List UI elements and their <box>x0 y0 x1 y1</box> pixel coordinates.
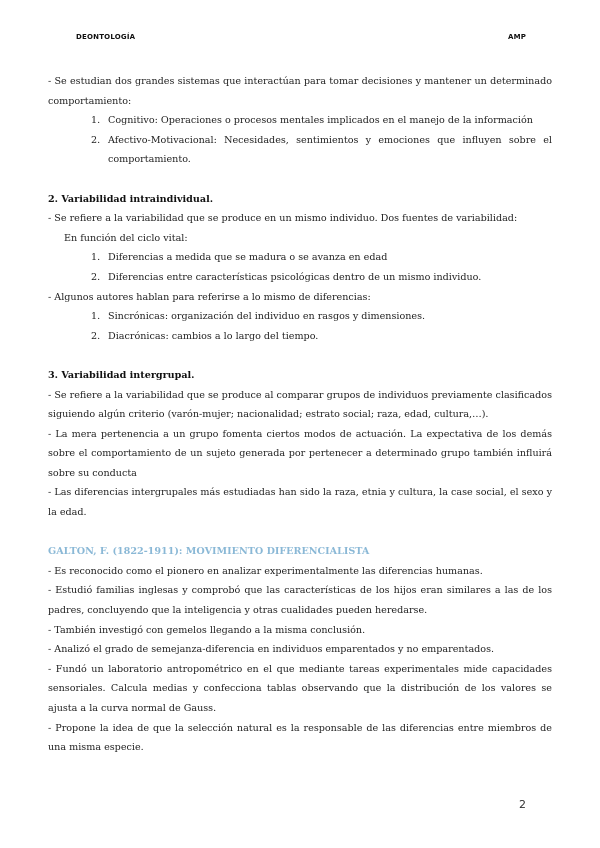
galton-paragraph: - Es reconocido como el pionero en analizar experimentalmente las diferencias humanas. <box>48 565 483 577</box>
galton-paragraph: - También investigó con gemelos llegando a la misma conclusión. <box>48 624 366 636</box>
list-item: 1. Diferencias a medida que se madura o se avanza en edad <box>91 252 388 264</box>
section-2-list-2 <box>48 307 552 346</box>
list-item: 2. Afectivo-Motivacional: Necesidades, sentimientos y emociones que influyen sobre el comportamiento. <box>91 134 552 166</box>
section-2-list-1 <box>48 248 552 287</box>
list-item: 2. Diferencias entre características psicológicas dentro de un mismo individuo. <box>91 271 482 283</box>
section-2-heading: 2. Variabilidad intraindividual. <box>48 193 214 205</box>
list-item: 2. Diacrónicas: cambios a lo largo del tiempo. <box>91 330 319 342</box>
galton-paragraph: - Analizó el grado de semejanza-diferencia en individuos emparentados y no emparentados. <box>48 644 495 656</box>
list-item: 1. Cognitivo: Operaciones o procesos mentales implicados en el manejo de la información <box>91 115 533 127</box>
galton-paragraph: - Propone la idea de que la selección natural es la responsable de las diferencias entre miembros de una misma especie. <box>48 722 552 754</box>
section-3-heading: 3. Variabilidad intergrupal. <box>48 369 195 381</box>
section-2-line: - Se refiere a la variabilidad que se produce en un mismo individuo. Dos fuentes de variabilidad: <box>48 213 518 225</box>
header-initials: AMP <box>508 33 527 41</box>
galton-paragraph: - Fundó un laboratorio antropométrico en el que mediante tareas experimentales mide capacidades sensoriales. Calcula medias y confecciona tablas observando que la distribución de los valores se ajusta a la curva normal de Gauss. <box>48 663 552 714</box>
intro-list <box>48 111 552 170</box>
section-2-subheading: En función del ciclo vital: <box>64 232 188 244</box>
galton-paragraph: - Estudió familias inglesas y comprobó que las características de los hijos eran similares a las de los padres, concluyendo que la inteligencia y otras cualidades pueden heredarse. <box>48 585 552 617</box>
section-3-paragraph: - Las diferencias intergrupales más estudiadas han sido la raza, etnia y cultura, la case social, el sexo y la edad. <box>48 487 552 519</box>
list-item: 1. Sincrónicas: organización del individuo en rasgos y dimensiones. <box>91 311 426 323</box>
page-content <box>48 72 552 758</box>
section-3-paragraph: - Se refiere a la variabilidad que se produce al comparar grupos de individuos previamente clasificados siguiendo algún criterio (varón-mujer; nacionalidad; estrato social; raza, edad, cultura,…). <box>48 389 552 421</box>
section-3-paragraph: - La mera pertenencia a un grupo fomenta ciertos modos de actuación. La expectativa de los demás sobre el comportamiento de un sujeto generada por pertenecer a determinado grupo también influirá sobre su conducta <box>48 428 552 479</box>
header-title: DEONTOLOGÍA <box>76 33 136 41</box>
intro-text: - Se estudian dos grandes sistemas que interactúan para tomar decisiones y mantener un determinado comportamiento: <box>48 76 552 107</box>
galton-heading: GALTON, F. (1822-1911): MOVIMIENTO DIFERENCIALISTA <box>48 546 370 558</box>
section-2-line: - Algunos autores hablan para referirse a lo mismo de diferencias: <box>48 291 371 303</box>
page-number: 2 <box>519 798 526 811</box>
